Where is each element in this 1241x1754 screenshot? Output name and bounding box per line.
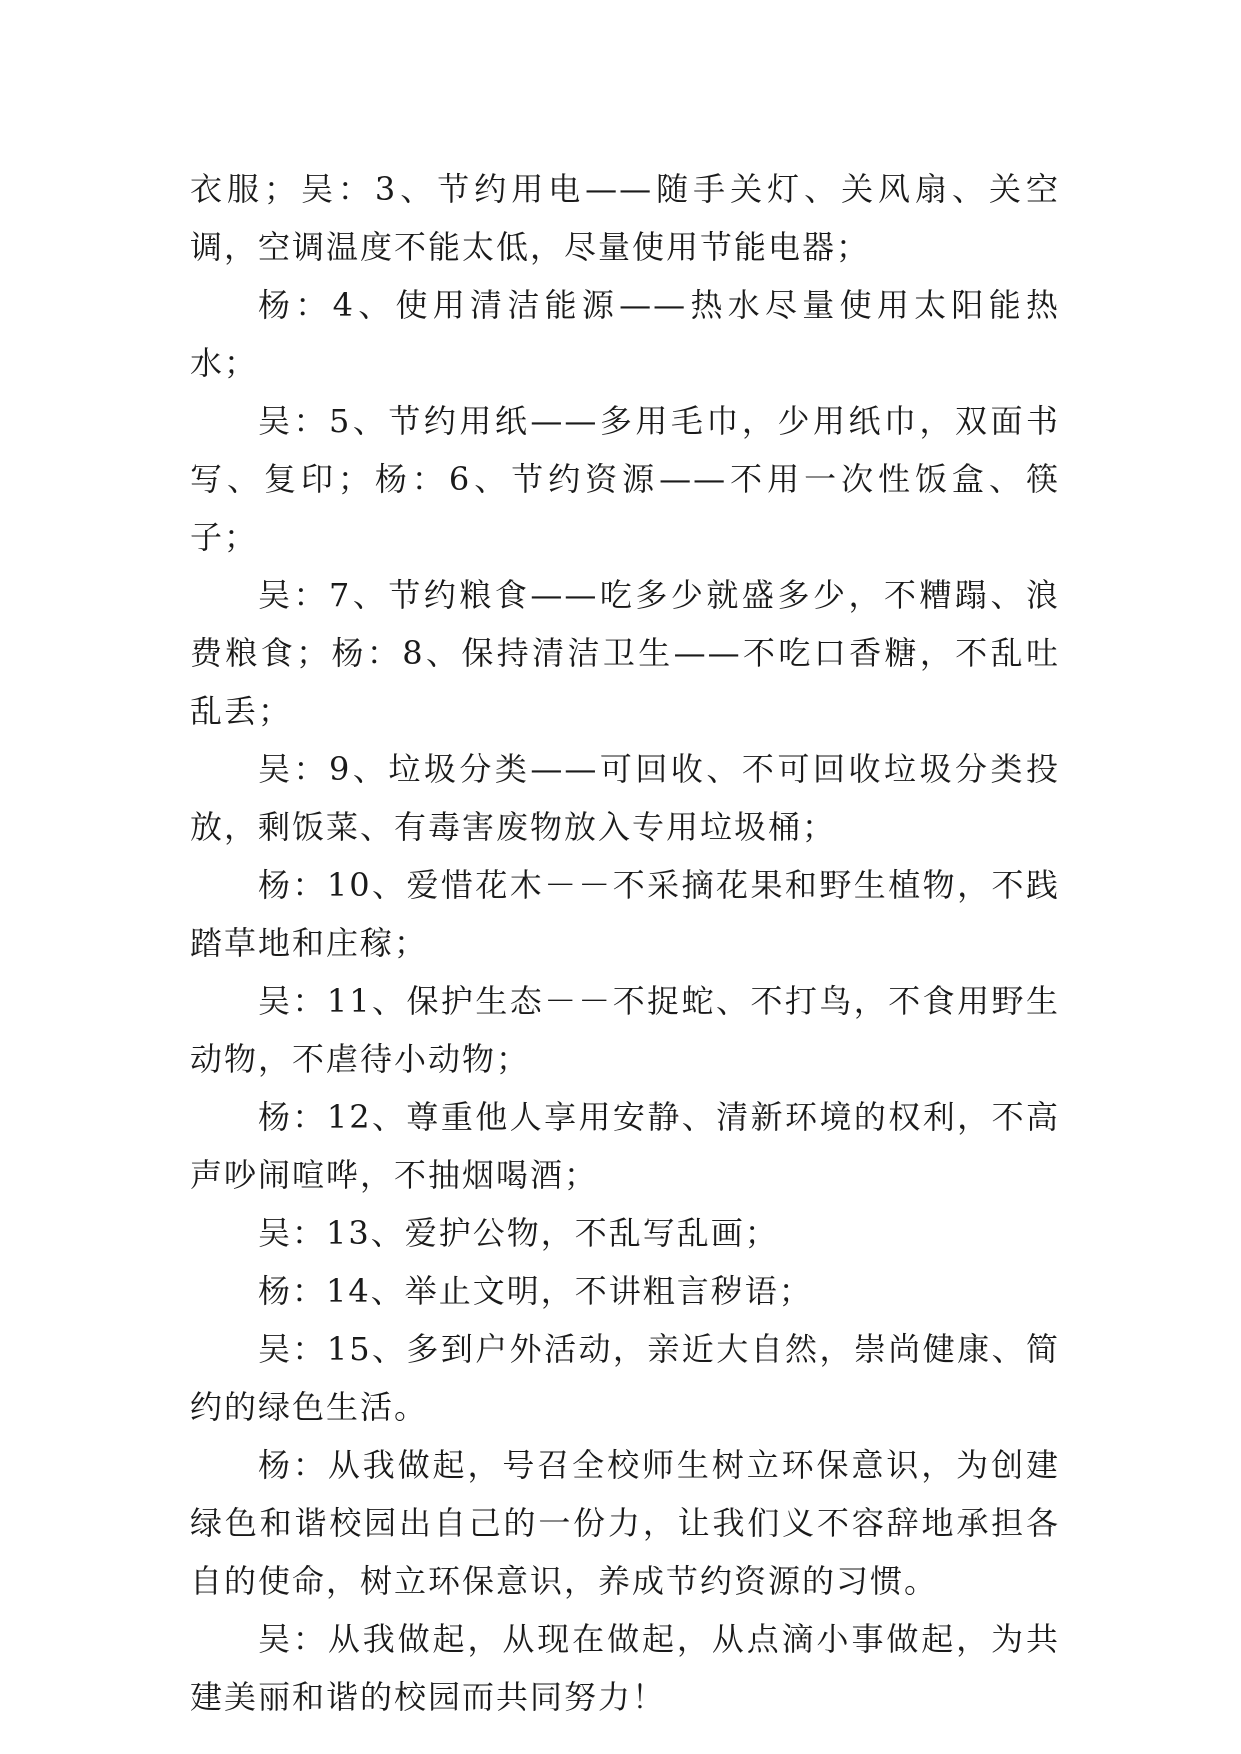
paragraph-10: 杨：14、举止文明，不讲粗言秽语； <box>258 1272 813 1310</box>
paragraph-7: 吴：11、保护生态－－不捉蛇、不打鸟，不食用野生动物，不虐待小动物； <box>190 982 1060 1078</box>
paragraph-1: 衣服；吴：3、节约用电——随手关灯、关风扇、关空调，空调温度不能太低，尽量使用节能电器； <box>190 170 1060 266</box>
document-page <box>190 160 1060 1726</box>
paragraph-6: 杨：10、爱惜花木－－不采摘花果和野生植物，不践踏草地和庄稼； <box>190 866 1060 962</box>
paragraph-11: 吴：15、多到户外活动，亲近大自然，崇尚健康、简约的绿色生活。 <box>190 1330 1060 1426</box>
paragraph-2: 杨：4、使用清洁能源——热水尽量使用太阳能热水； <box>190 286 1060 382</box>
paragraph-3: 吴：5、节约用纸——多用毛巾，少用纸巾，双面书写、复印；杨：6、节约资源——不用一次性饭盒、筷子； <box>190 402 1060 556</box>
paragraph-9: 吴：13、爱护公物，不乱写乱画； <box>258 1214 779 1252</box>
paragraph-4: 吴：7、节约粮食——吃多少就盛多少，不糟蹋、浪费粮食；杨：8、保持清洁卫生——不吃口香糖，不乱吐乱丢； <box>190 576 1060 730</box>
paragraph-5: 吴：9、垃圾分类——可回收、不可回收垃圾分类投放，剩饭菜、有毒害废物放入专用垃圾桶； <box>190 750 1060 846</box>
paragraph-13: 吴：从我做起，从现在做起，从点滴小事做起，为共建美丽和谐的校园而共同努力！ <box>190 1620 1060 1716</box>
paragraph-12: 杨：从我做起，号召全校师生树立环保意识，为创建绿色和谐校园出自己的一份力，让我们义不容辞地承担各自的使命，树立环保意识，养成节约资源的习惯。 <box>190 1446 1060 1600</box>
paragraph-8: 杨：12、尊重他人享用安静、清新环境的权利，不高声吵闹喧哗，不抽烟喝酒； <box>190 1098 1060 1194</box>
